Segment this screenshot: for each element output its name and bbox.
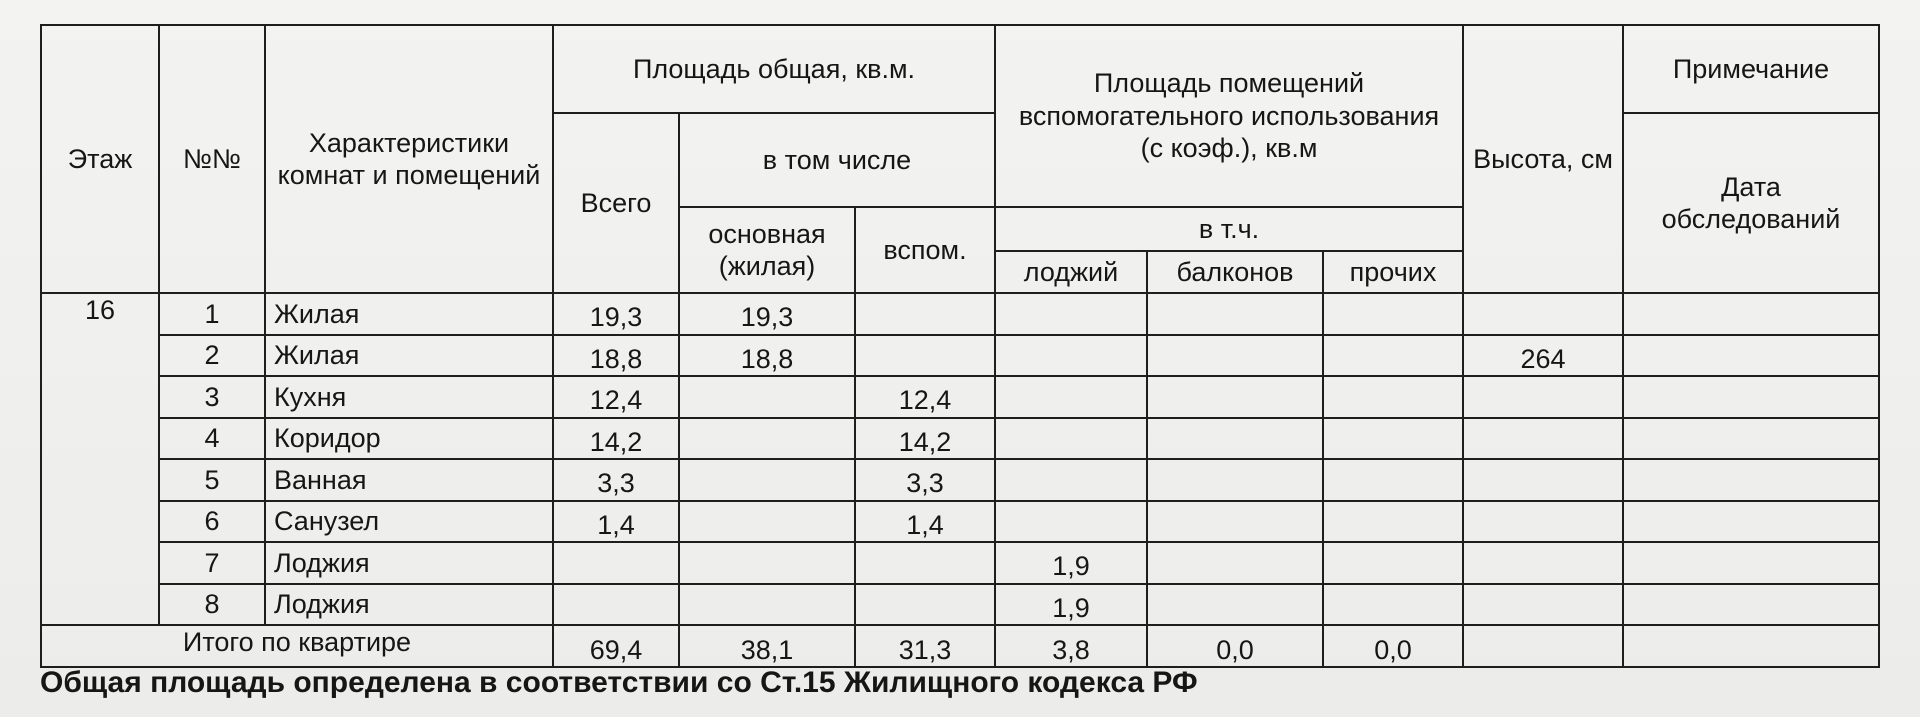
area-main (679, 542, 855, 584)
area-total: 12,4 (553, 376, 679, 418)
header-height: Высота, см (1463, 25, 1623, 293)
height-cell (1463, 418, 1623, 460)
room-name: Лоджия (265, 542, 553, 584)
area-other (1323, 459, 1463, 501)
totals-area-main: 38,1 (679, 625, 855, 667)
area-other (1323, 418, 1463, 460)
table-body (41, 293, 1879, 667)
room-number: 2 (159, 335, 265, 377)
room-number: 6 (159, 501, 265, 543)
area-aux (855, 335, 995, 377)
room-name: Лоджия (265, 584, 553, 626)
area-main (679, 459, 855, 501)
note-cell (1623, 584, 1879, 626)
area-loggia: 1,9 (995, 584, 1147, 626)
totals-height (1463, 625, 1623, 667)
area-balcony (1147, 459, 1323, 501)
room-number: 5 (159, 459, 265, 501)
area-other (1323, 376, 1463, 418)
header-total: Всего (553, 113, 679, 293)
height-cell (1463, 376, 1623, 418)
totals-area-aux: 31,3 (855, 625, 995, 667)
totals-note (1623, 625, 1879, 667)
table-row (41, 376, 1879, 418)
area-aux (855, 584, 995, 626)
header-loggias: лоджий (995, 251, 1147, 293)
room-name: Кухня (265, 376, 553, 418)
height-cell (1463, 501, 1623, 543)
totals-area-loggia: 3,8 (995, 625, 1147, 667)
table-header (41, 25, 1879, 293)
room-number: 7 (159, 542, 265, 584)
floor-cell: 16 (41, 293, 159, 625)
height-cell (1463, 459, 1623, 501)
room-number: 1 (159, 293, 265, 335)
table-row (41, 418, 1879, 460)
header-area-total-group: Площадь общая, кв.м. (553, 25, 995, 113)
table-row (41, 501, 1879, 543)
area-total: 3,3 (553, 459, 679, 501)
area-balcony (1147, 501, 1323, 543)
room-name: Жилая (265, 293, 553, 335)
area-other (1323, 335, 1463, 377)
header-survey-date: Дата обследований (1623, 113, 1879, 293)
header-characteristics: Характеристики комнат и помещений (265, 25, 553, 293)
area-main (679, 418, 855, 460)
note-cell (1623, 293, 1879, 335)
area-total (553, 542, 679, 584)
header-note: Примечание (1623, 25, 1879, 113)
room-name: Коридор (265, 418, 553, 460)
totals-row (41, 625, 1879, 667)
totals-label: Итого по квартире (41, 625, 553, 667)
area-aux: 14,2 (855, 418, 995, 460)
header-aux-area-group: Площадь помещений вспомогательного использования (с коэф.), кв.м (995, 25, 1463, 207)
footnote: Общая площадь определена в соответствии со Ст.15 Жилищного кодекса РФ (40, 666, 1198, 699)
area-aux: 1,4 (855, 501, 995, 543)
header-auxiliary: вспом. (855, 207, 995, 293)
table-row (41, 459, 1879, 501)
totals-area-balcony: 0,0 (1147, 625, 1323, 667)
area-other (1323, 293, 1463, 335)
area-loggia (995, 376, 1147, 418)
area-balcony (1147, 542, 1323, 584)
table-row (41, 584, 1879, 626)
note-cell (1623, 335, 1879, 377)
area-main: 18,8 (679, 335, 855, 377)
height-cell (1463, 293, 1623, 335)
area-balcony (1147, 335, 1323, 377)
table-row (41, 542, 1879, 584)
area-aux (855, 542, 995, 584)
area-total: 14,2 (553, 418, 679, 460)
note-cell (1623, 542, 1879, 584)
room-number: 4 (159, 418, 265, 460)
height-cell (1463, 542, 1623, 584)
note-cell (1623, 501, 1879, 543)
header-main-living: основная (жилая) (679, 207, 855, 293)
area-total: 19,3 (553, 293, 679, 335)
area-loggia: 1,9 (995, 542, 1147, 584)
area-balcony (1147, 376, 1323, 418)
table-row (41, 293, 1879, 335)
area-main: 19,3 (679, 293, 855, 335)
room-area-table (40, 24, 1880, 668)
area-total (553, 584, 679, 626)
header-incl-short: в т.ч. (995, 207, 1463, 251)
header-other: прочих (1323, 251, 1463, 293)
room-name: Ванная (265, 459, 553, 501)
note-cell (1623, 418, 1879, 460)
header-including: в том числе (679, 113, 995, 207)
area-main (679, 376, 855, 418)
area-balcony (1147, 584, 1323, 626)
area-aux (855, 293, 995, 335)
area-loggia (995, 418, 1147, 460)
area-loggia (995, 335, 1147, 377)
area-total: 1,4 (553, 501, 679, 543)
height-cell: 264 (1463, 335, 1623, 377)
room-number: 8 (159, 584, 265, 626)
height-cell (1463, 584, 1623, 626)
header-floor: Этаж (41, 25, 159, 293)
area-other (1323, 501, 1463, 543)
area-aux: 12,4 (855, 376, 995, 418)
area-loggia (995, 501, 1147, 543)
totals-area-total: 69,4 (553, 625, 679, 667)
area-aux: 3,3 (855, 459, 995, 501)
area-balcony (1147, 293, 1323, 335)
area-balcony (1147, 418, 1323, 460)
room-number: 3 (159, 376, 265, 418)
area-loggia (995, 293, 1147, 335)
area-total: 18,8 (553, 335, 679, 377)
note-cell (1623, 376, 1879, 418)
area-main (679, 501, 855, 543)
area-main (679, 584, 855, 626)
totals-area-other: 0,0 (1323, 625, 1463, 667)
area-other (1323, 542, 1463, 584)
room-name: Жилая (265, 335, 553, 377)
area-loggia (995, 459, 1147, 501)
table-row (41, 335, 1879, 377)
area-other (1323, 584, 1463, 626)
header-number: №№ (159, 25, 265, 293)
note-cell (1623, 459, 1879, 501)
room-name: Санузел (265, 501, 553, 543)
header-balconies: балконов (1147, 251, 1323, 293)
